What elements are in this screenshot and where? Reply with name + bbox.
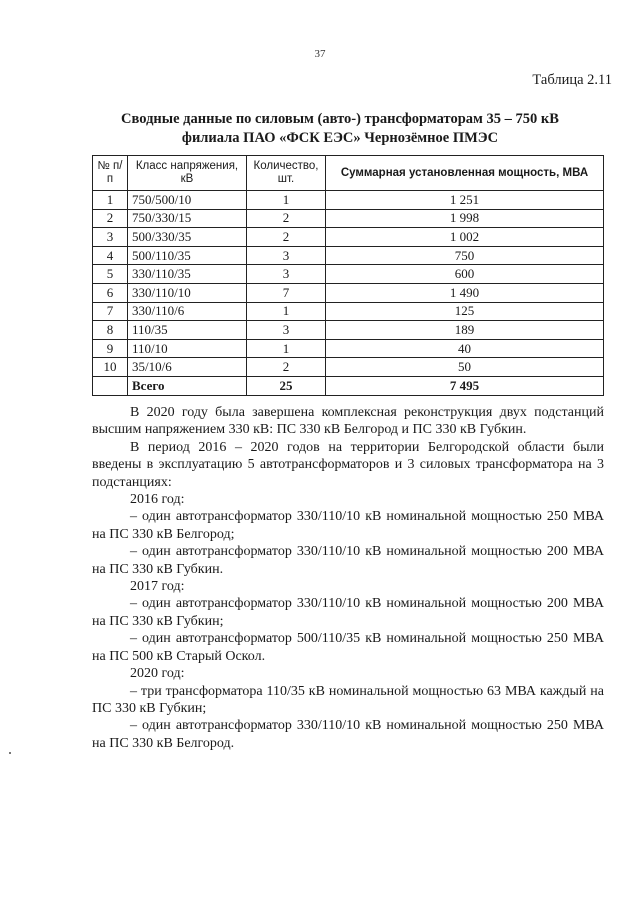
row-quantity-cell: 1: [247, 302, 326, 321]
header-power: Суммарная установленная мощность, МВА: [326, 156, 604, 191]
row-voltage-class-cell: 500/330/35: [128, 228, 247, 247]
row-voltage-class-cell: 500/110/35: [128, 246, 247, 265]
row-power-cell: 1 251: [326, 191, 604, 210]
row-quantity-cell: 2: [247, 228, 326, 247]
row-voltage-class-cell: 330/110/35: [128, 265, 247, 284]
table-row: [93, 191, 604, 210]
row-quantity-cell: 3: [247, 321, 326, 340]
row-num-cell: 2: [93, 209, 128, 228]
row-voltage-class-cell: 110/10: [128, 339, 247, 358]
table-row: [93, 265, 604, 284]
header-voltage-class: Класс напряжения, кВ: [128, 156, 247, 191]
table-title-line-1: Сводные данные по силовым (авто-) трансформаторам 35 – 750 кВ: [121, 111, 559, 127]
row-num-cell: 3: [93, 228, 128, 247]
table-row: [93, 228, 604, 247]
row-num-cell: 8: [93, 321, 128, 340]
row-power-cell: 40: [326, 339, 604, 358]
body-text: [92, 404, 604, 752]
page-number: 37: [314, 48, 326, 60]
paragraph: – один автотрансформатор 330/110/10 кВ номинальной мощностью 200 МВА на ПС 330 кВ Губкин.: [92, 544, 604, 577]
total-quantity-cell: 25: [247, 376, 326, 395]
row-quantity-cell: 2: [247, 209, 326, 228]
transformer-summary-table: [92, 155, 604, 396]
table-row: [93, 283, 604, 302]
row-num-cell: 1: [93, 191, 128, 210]
table-row: [93, 358, 604, 377]
table-label: Таблица 2.11: [532, 72, 612, 88]
table-total-row: [93, 376, 604, 395]
total-power-cell: 7 495: [326, 376, 604, 395]
row-power-cell: 189: [326, 321, 604, 340]
row-quantity-cell: 2: [247, 358, 326, 377]
total-label-cell: Всего: [128, 376, 247, 395]
row-num-cell: 6: [93, 283, 128, 302]
row-quantity-cell: 3: [247, 246, 326, 265]
table-body: [93, 191, 604, 396]
paragraph: – три трансформатора 110/35 кВ номинальной мощностью 63 МВА каждый на ПС 330 кВ Губкин;: [92, 683, 604, 716]
row-power-cell: 600: [326, 265, 604, 284]
row-power-cell: 750: [326, 246, 604, 265]
table-title: [60, 110, 620, 148]
paragraph: В период 2016 – 2020 годов на территории Белгородской области были введены в эксплуатацию 5 автотрансформаторов и 3 силовых трансформатора на 3 подстанциях:: [92, 439, 604, 490]
header-num: № п/п: [93, 156, 128, 191]
row-voltage-class-cell: 750/500/10: [128, 191, 247, 210]
row-quantity-cell: 1: [247, 339, 326, 358]
row-num-cell: 4: [93, 246, 128, 265]
table-row: [93, 302, 604, 321]
row-power-cell: 1 490: [326, 283, 604, 302]
row-quantity-cell: 7: [247, 283, 326, 302]
row-num-cell: 7: [93, 302, 128, 321]
paragraph: В 2020 году была завершена комплексная реконструкция двух подстанций высшим напряжением 330 кВ: ПС 330 кВ Белгород и ПС 330 кВ Губкин.: [92, 405, 604, 438]
paragraph: 2020 год:: [130, 666, 185, 682]
row-quantity-cell: 1: [247, 191, 326, 210]
row-voltage-class-cell: 35/10/6: [128, 358, 247, 377]
row-num-cell: 9: [93, 339, 128, 358]
row-num-cell: 10: [93, 358, 128, 377]
paragraph: – один автотрансформатор 330/110/10 кВ номинальной мощностью 250 МВА на ПС 330 кВ Белгород.: [92, 718, 604, 751]
paragraph: 2017 год:: [130, 579, 185, 595]
row-quantity-cell: 3: [247, 265, 326, 284]
row-voltage-class-cell: 330/110/10: [128, 283, 247, 302]
row-power-cell: 125: [326, 302, 604, 321]
row-power-cell: 1 998: [326, 209, 604, 228]
paragraph: – один автотрансформатор 500/110/35 кВ номинальной мощностью 250 МВА на ПС 500 кВ Старый Оскол.: [92, 631, 604, 664]
row-num-cell: 5: [93, 265, 128, 284]
row-voltage-class-cell: 750/330/15: [128, 209, 247, 228]
table-row: [93, 321, 604, 340]
table-row: [93, 339, 604, 358]
table-row: [93, 246, 604, 265]
header-quantity: Количество, шт.: [247, 156, 326, 191]
table-header-row: [93, 156, 604, 191]
row-power-cell: 1 002: [326, 228, 604, 247]
table-title-line-2: филиала ПАО «ФСК ЕЭС» Чернозёмное ПМЭС: [181, 130, 499, 146]
paragraph: 2016 год:: [130, 492, 185, 508]
table-row: [93, 209, 604, 228]
row-voltage-class-cell: 330/110/6: [128, 302, 247, 321]
paragraph: – один автотрансформатор 330/110/10 кВ номинальной мощностью 200 МВА на ПС 330 кВ Губкин;: [92, 596, 604, 629]
row-voltage-class-cell: 110/35: [128, 321, 247, 340]
total-empty-cell: [93, 376, 128, 395]
scan-speck: [9, 752, 11, 754]
paragraph: – один автотрансформатор 330/110/10 кВ номинальной мощностью 250 МВА на ПС 330 кВ Белгород;: [92, 509, 604, 542]
row-power-cell: 50: [326, 358, 604, 377]
